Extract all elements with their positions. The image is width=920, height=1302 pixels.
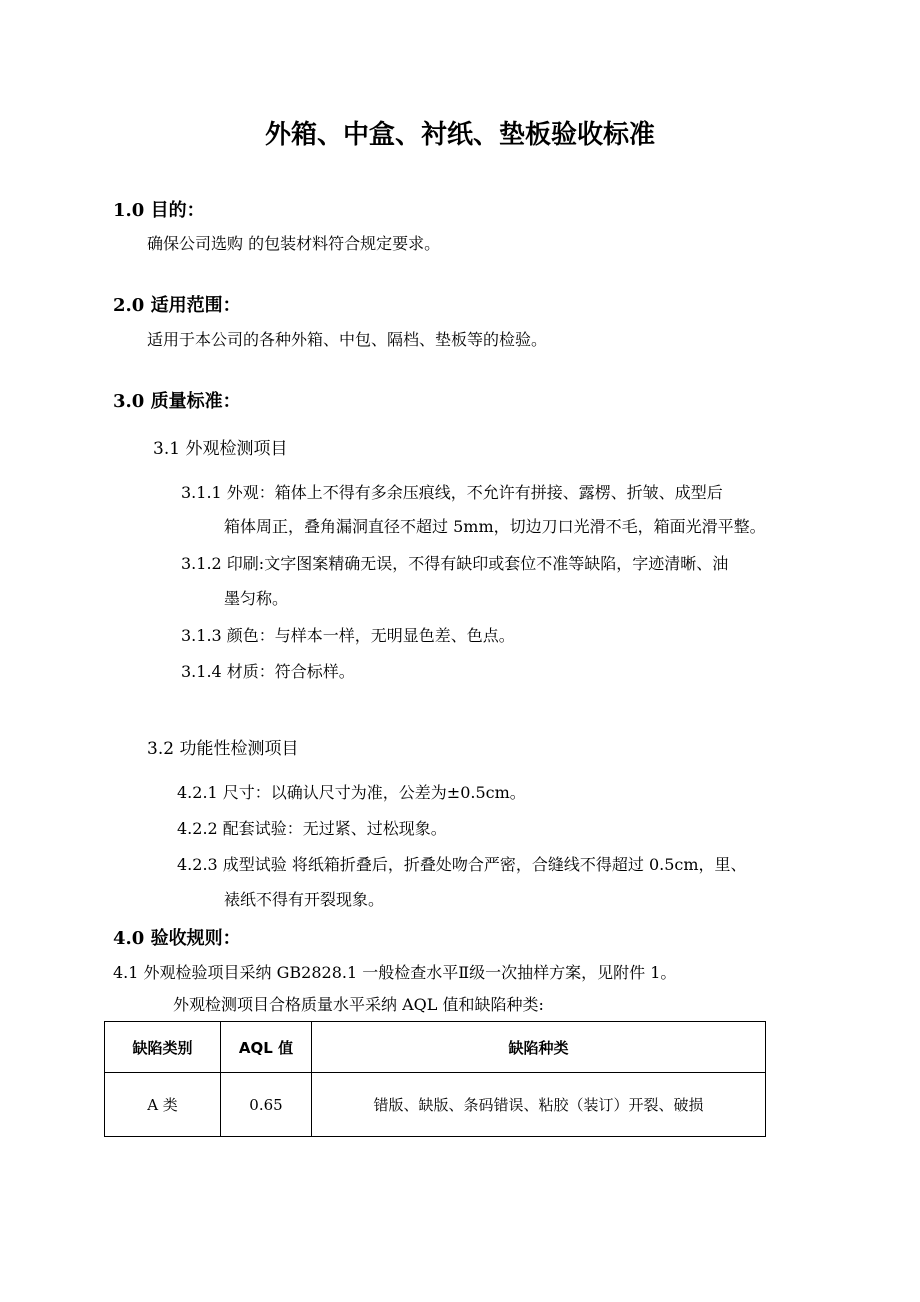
subsection-3-1-title: 3.1 外观检测项目 <box>153 439 288 459</box>
table-cell: 错版、缺版、条码错误、粘胶（装订）开裂、破损 <box>312 1073 766 1137</box>
table-header-cell: AQL 值 <box>221 1022 312 1073</box>
section-3-heading: 3.0 质量标准： <box>113 391 241 412</box>
section-2-text: 适用于本公司的各种外箱、中包、隔档、垫板等的检验。 <box>147 330 548 349</box>
table-cell: 0.65 <box>221 1073 312 1137</box>
item-3-1-3: 3.1.3 颜色：与样本一样，无明显色差、色点。 <box>181 626 515 645</box>
item-3-1-2-line1: 3.1.2 印刷:文字图案精确无误，不得有缺印或套位不准等缺陷，字迹清晰、油 <box>181 554 729 573</box>
section-4-text-2: 外观检测项目合格质量水平采纳 AQL 值和缺陷种类: <box>173 995 544 1014</box>
item-3-1-4: 3.1.4 材质：符合标样。 <box>181 662 355 681</box>
table-row <box>105 1073 766 1137</box>
table-header-cell: 缺陷类别 <box>105 1022 221 1073</box>
section-2-heading: 2.0 适用范围： <box>113 295 241 316</box>
item-3-1-1-line1: 3.1.1 外观：箱体上不得有多余压痕线，不允许有拼接、露楞、折皱、成型后 <box>181 483 723 502</box>
aql-table <box>104 1021 766 1137</box>
section-1-text: 确保公司选购 的包装材料符合规定要求。 <box>147 234 441 253</box>
item-3-1-2-line2: 墨匀称。 <box>224 589 289 608</box>
section-4-heading: 4.0 验收规则： <box>113 928 241 949</box>
item-4-2-3-line2: 裱纸不得有开裂现象。 <box>224 890 385 909</box>
subsection-3-2-title: 3.2 功能性检测项目 <box>147 739 299 759</box>
table-cell: A 类 <box>105 1073 221 1137</box>
item-3-1-1-line2: 箱体周正，叠角漏洞直径不超过 5mm，切边刀口光滑不毛，箱面光滑平整。 <box>224 517 766 536</box>
item-4-2-1: 4.2.1 尺寸：以确认尺寸为准，公差为±0.5cm。 <box>177 783 526 802</box>
section-4-text-1: 4.1 外观检验项目采纳 GB2828.1 一般检查水平Ⅱ级一次抽样方案，见附件 1。 <box>113 963 677 982</box>
table-header-row <box>105 1022 766 1073</box>
item-4-2-3-line1: 4.2.3 成型试验 将纸箱折叠后，折叠处吻合严密，合缝线不得超过 0.5cm，里、 <box>177 855 747 874</box>
table-header-cell: 缺陷种类 <box>312 1022 766 1073</box>
page-title: 外箱、中盒、衬纸、垫板验收标准 <box>264 120 655 150</box>
section-1-heading: 1.0 目的： <box>113 200 205 221</box>
item-4-2-2: 4.2.2 配套试验：无过紧、过松现象。 <box>177 819 447 838</box>
